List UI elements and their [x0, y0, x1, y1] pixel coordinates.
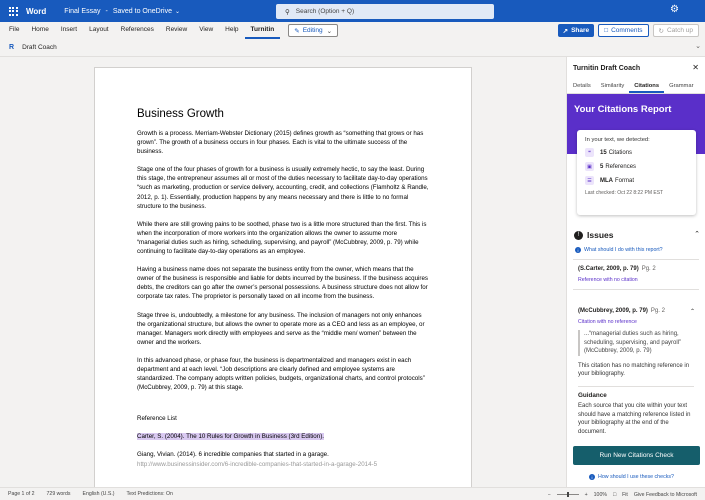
tab-details[interactable]: Details [573, 83, 591, 89]
run-new-citations-check-button[interactable]: Run New Citations Check [573, 446, 700, 465]
gear-icon[interactable]: ⚙ [670, 4, 679, 15]
comment-icon: □ [604, 27, 609, 34]
issues-label: Issues [587, 230, 614, 240]
document-canvas[interactable] [0, 57, 566, 487]
tab-citations[interactable]: Citations [629, 79, 664, 93]
stat-citations [585, 148, 688, 157]
tab-file[interactable]: File [9, 26, 20, 33]
paragraph[interactable]: Stage one of the four phases of growth for a business is usually extremely hectic, to say the least. During this stage, the entrepreneur assumes all or most of the duties necessary to facilitate day-to-day operations “such as marketing, production or service delivery, accounting, credit, and collections (Flamholtz & Randle, 2012, p. 1). Essentially, production happens by any means necessary and there is little to no formal structure to the business. [137, 166, 429, 210]
issue-citation: (McCubbrey, 2009, p. 79) [578, 308, 648, 314]
zoom-slider[interactable] [557, 494, 579, 495]
stat-number: 5 [600, 163, 604, 170]
draft-coach-button[interactable]: Draft Coach [22, 44, 57, 51]
word-count[interactable]: 729 words [46, 491, 71, 497]
paragraph[interactable]: Growth is a process. Merriam-Webster Dictionary (2015) defines growth as “something that grows or has grown”. The growth of a business occurs in four phases. Each is vital to the ultimate success of the business. [137, 130, 424, 156]
document-page[interactable] [94, 67, 472, 487]
issue-page: Pg. 2 [641, 266, 656, 272]
tab-layout[interactable]: Layout [89, 26, 109, 33]
issue-title [578, 266, 694, 272]
panel-header [567, 57, 705, 79]
what-should-i-do-link[interactable] [575, 247, 663, 253]
title-bar [0, 0, 705, 22]
report-title: Your Citations Report [574, 104, 672, 115]
comments-label: Comments [611, 27, 643, 34]
app-name[interactable]: Word [26, 6, 47, 16]
feedback-link[interactable]: Give Feedback to Microsoft [633, 491, 697, 498]
tab-home[interactable]: Home [31, 26, 49, 33]
paragraph[interactable]: Having a business name does not separate the business entity from the owner, which means that the owner of the business is responsible and liable for debts incurred by the business. If the business acquires debts, the creditors can go after the owner’s personal possessions. A business structure does not allow for corporate tax rates. The proprietor is personally taxed on all income from the business. [137, 266, 428, 301]
catch-up-button[interactable] [653, 24, 699, 37]
tab-turnitin[interactable]: Turnitin [245, 22, 281, 39]
issue-status: Citation with no reference [578, 319, 637, 325]
chevron-up-icon[interactable]: ⌃ [689, 309, 695, 315]
panel-tabs [567, 79, 705, 94]
catch-up-icon: ↻ [658, 27, 664, 35]
reference-entry[interactable] [137, 432, 429, 441]
tab-insert[interactable]: Insert [60, 26, 78, 33]
catch-up-label: Catch up [666, 27, 693, 34]
share-label: Share [571, 27, 590, 34]
zoom-out-button[interactable]: − [547, 491, 551, 498]
info-icon: i [575, 247, 581, 253]
chevron-up-icon[interactable]: ⌃ [694, 231, 700, 238]
chevron-down-icon[interactable]: ⌄ [695, 43, 701, 50]
status-right [548, 488, 697, 500]
issue-note: This citation has no matching reference in your bibliography. [578, 362, 690, 378]
guidance-heading: Guidance [578, 386, 694, 399]
language[interactable]: English (U.S.) [82, 491, 115, 497]
editing-label: Editing [302, 27, 323, 34]
pencil-icon: ✎ [294, 27, 300, 35]
format-icon: ☰ [585, 176, 594, 185]
book-icon: ▣ [585, 162, 594, 171]
paragraph[interactable]: Stage three is, undoubtedly, a milestone for any business. The inclusion of managers not only enhances the organizational structure, but allows the owner to operate more as a CEO and less as an employee, or manager. Managers work directly with employees and serve as the “middle men/ women” between the owner and the workers. [137, 311, 425, 346]
share-icon: ↗ [562, 27, 569, 35]
reference-entry-url[interactable]: http://www.businessinsider.com/6-incredible-companies-that-started-in-a-garage-2014-5 [137, 460, 378, 468]
share-button[interactable] [558, 24, 595, 37]
warning-icon: ! [574, 231, 583, 240]
save-status[interactable]: Saved to OneDrive [112, 7, 172, 15]
chevron-down-icon: ⌄ [326, 27, 333, 35]
issue-title [578, 308, 694, 314]
turnitin-panel [566, 57, 705, 487]
fit-icon: □ [612, 491, 617, 498]
search-input[interactable] [276, 4, 494, 19]
fit-button[interactable]: Fit [622, 491, 628, 498]
what-link-label: What should I do with this report? [584, 247, 663, 253]
reference-entry[interactable]: Giang, Vivian. (2014). 6 incredible companies that started in a garage. [137, 451, 329, 459]
guidance-text: Each source that you cite within your text should have a matching reference listed in your bibliography at the end of the document. [578, 402, 691, 435]
how-link-label: How should I use these checks? [598, 474, 674, 480]
close-icon[interactable]: ✕ [692, 63, 699, 72]
detect-intro: In your text, we detected: [585, 137, 650, 143]
stat-label: References [605, 163, 637, 170]
page-info[interactable]: Page 1 of 2 [8, 491, 35, 497]
issue-item[interactable] [573, 259, 699, 290]
search-icon: ⚲ [285, 8, 290, 16]
text-predictions[interactable]: Text Predictions: On [126, 491, 173, 497]
highlighted-reference[interactable]: Carter, S. (2004). The 10 Rules for Growth in Business (3rd Edition). [137, 433, 324, 441]
turnitin-icon: R [9, 44, 15, 51]
document-title[interactable]: Business Growth [137, 108, 224, 120]
document-name[interactable]: Final Essay [64, 7, 101, 15]
tab-references[interactable]: References [120, 26, 154, 33]
stat-label: Format [615, 177, 635, 184]
stat-label: Citations [608, 149, 633, 156]
stat-number: MLA [600, 177, 613, 184]
how-to-use-link[interactable] [589, 474, 674, 480]
detection-summary-card [577, 130, 696, 215]
draft-coach-bar [0, 39, 705, 57]
zoom-in-button[interactable]: + [584, 491, 588, 498]
tab-similarity[interactable]: Similarity [600, 83, 625, 89]
issue-item-expanded[interactable] [573, 302, 699, 436]
paragraph[interactable]: In this advanced phase, or phase four, the business is departmentalized and managers exist in each department and at each level. “Job descriptions are clearly defined and employee systems are standardized. The company adopts written policies, budgets, organizational charts, and control protocols” (McCubbrey, 2009, p. 79) at this stage. [137, 356, 425, 392]
status-bar [0, 487, 705, 500]
tab-grammar[interactable]: Grammar [669, 83, 694, 89]
tab-view[interactable]: View [199, 26, 214, 33]
stat-number: 15 [600, 149, 607, 156]
stat-format [585, 176, 688, 185]
comments-button[interactable] [598, 24, 648, 37]
issue-quote: ...“managerial duties such as hiring, scheduling, supervising, and payroll” (McCubbrey, 2009, p. 79) [578, 330, 694, 356]
zoom-level[interactable]: 100% [593, 491, 607, 498]
app-launcher-icon[interactable] [0, 7, 26, 16]
search-placeholder: Search (Option + Q) [295, 8, 355, 15]
issue-citation: (S.Carter, 2009, p. 79) [578, 266, 639, 272]
stat-references [585, 162, 688, 171]
issue-status: Reference with no citation [578, 277, 638, 283]
panel-title: Turnitin Draft Coach [573, 64, 641, 72]
reference-list-heading[interactable]: Reference List [137, 415, 177, 423]
issue-page: Pg. 2 [650, 308, 665, 314]
last-checked: Last checked: Oct 22 8:22 PM EST [585, 190, 664, 196]
editing-mode-button[interactable] [288, 24, 338, 37]
quote-icon: ❝ [585, 148, 594, 157]
ribbon-actions [558, 22, 699, 39]
issues-header[interactable] [574, 230, 702, 240]
chevron-down-icon[interactable]: ⌄ [174, 8, 181, 15]
tab-help[interactable]: Help [225, 26, 239, 33]
title-separator: - [105, 7, 108, 15]
info-icon: i [589, 474, 595, 480]
tab-review[interactable]: Review [165, 26, 188, 33]
paragraph[interactable]: While there are still growing pains to be soothed, phase two is a little more structured than the first. This is when the incorporation of more workers into the organization allows the owner to assume more “managerial duties such as hiring, scheduling, supervising, and payroll” (McCubbrey, 2009, p. 79) while continuing to facilitate day-to-day operations as an employee. [137, 220, 427, 256]
